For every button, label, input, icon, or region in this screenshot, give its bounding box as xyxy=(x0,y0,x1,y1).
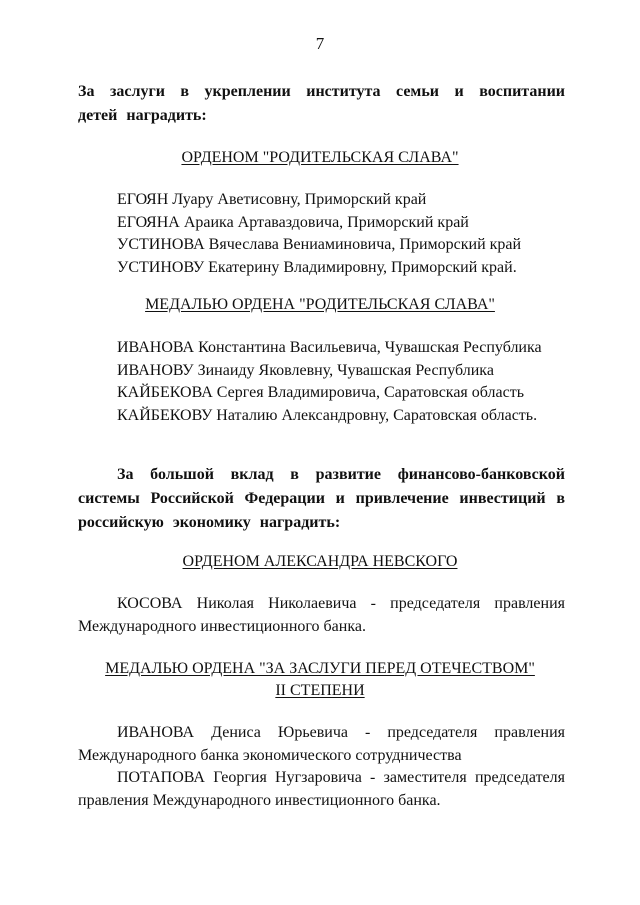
medal-merit-fatherland-recipient: ИВАНОВА Дениса Юрьевича - председателя правления Международного банка экономического сотрудничества xyxy=(78,724,565,764)
nevsky-recipient: КОСОВА Николая Николаевича - председателя правления Международного инвестиционного банка. xyxy=(78,595,565,635)
order-parental-glory-heading: ОРДЕНОМ "РОДИТЕЛЬСКАЯ СЛАВА" xyxy=(181,149,459,166)
list-item: ЕГОЯНА Араика Артаваздовича, Приморский край xyxy=(117,213,469,231)
list-item: УСТИНОВУ Екатерину Владимировну, Приморский край. xyxy=(117,258,517,276)
list-item: ИВАНОВА Константина Васильевича, Чувашская Республика xyxy=(117,339,542,356)
finance-merit-intro: За большой вклад в развитие финансово-банковской системы Российской Федерации и привлечение инвестиций в российскую экономику наградить: xyxy=(78,466,565,531)
family-merit-intro: За заслуги в укреплении института семьи и воспитании детей наградить: xyxy=(78,83,565,124)
list-item: ЕГОЯН Луару Аветисовну, Приморский край xyxy=(117,191,427,208)
medal-merit-fatherland-recipient: ПОТАПОВА Георгия Нугзаровича - заместителя председателя правления Международного инвестиционного банка. xyxy=(78,769,565,809)
order-parental-glory-recipients xyxy=(117,189,521,279)
list-item: КАЙБЕКОВУ Наталию Александровну, Саратовская область. xyxy=(117,406,538,424)
order-alexander-nevsky-heading: ОРДЕНОМ АЛЕКСАНДРА НЕВСКОГО xyxy=(182,553,458,570)
page-number: 7 xyxy=(315,34,325,53)
medal-parental-glory-heading: МЕДАЛЬЮ ОРДЕНА "РОДИТЕЛЬСКАЯ СЛАВА" xyxy=(145,296,495,313)
list-item: ИВАНОВУ Зинаиду Яковлевну, Чувашская Республика xyxy=(117,361,494,379)
medal-merit-fatherland-heading-line2: II СТЕПЕНИ xyxy=(275,682,365,699)
medal-parental-glory-recipients xyxy=(117,337,542,427)
list-item: УСТИНОВА Вячеслава Вениаминовича, Приморский край xyxy=(117,236,522,253)
medal-merit-fatherland-heading-line1: МЕДАЛЬЮ ОРДЕНА "ЗА ЗАСЛУГИ ПЕРЕД ОТЕЧЕСТВОМ" xyxy=(105,660,535,677)
list-item: КАЙБЕКОВА Сергея Владимировича, Саратовская область xyxy=(117,384,524,401)
